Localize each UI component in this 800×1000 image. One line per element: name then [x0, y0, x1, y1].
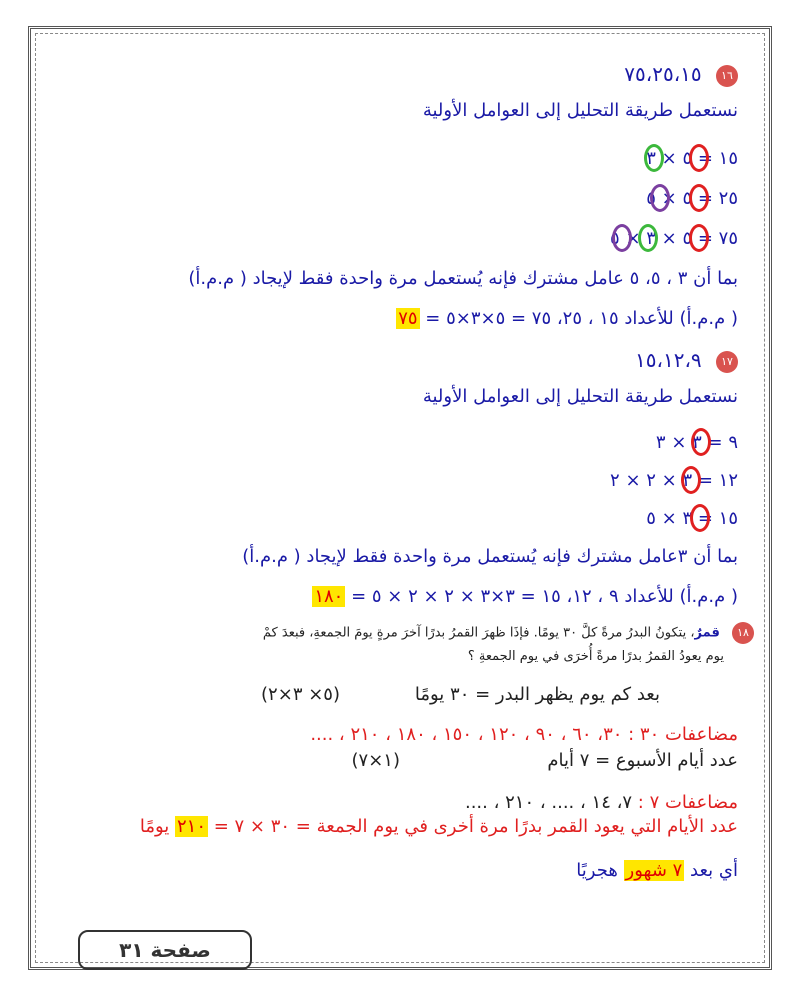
q17-result: ١٨٠: [314, 586, 344, 607]
q16-header: [624, 62, 738, 87]
q18-days-unit: يومًا: [139, 816, 175, 837]
q18-days-result: ٢١٠: [176, 816, 206, 837]
q16-note: بما أن ٣ ، ٥، ٥ عامل مشترك فإنه يُستعمل مرة واحدة فقط لإيجاد ( م.م.أ): [188, 268, 738, 289]
q17-method: نستعمل طريقة التحليل إلى العوامل الأولية: [422, 386, 738, 407]
q18-line-1: ١٨ قمرٌ، يتكونُ البدرُ مرةً كلَّ ٣٠ يومًا. فإذَا ظهرَ القمرُ بدرًا آخرَ مرةٍ يومَ الجمعةِ، فبعدَ كمْ: [263, 622, 754, 645]
q16-factor-1: ١٥ = ٥ × ٣: [646, 148, 738, 169]
q16-method: نستعمل طريقة التحليل إلى العوامل الأولية: [422, 100, 738, 121]
q18-text-2: يوم يعودُ القمرُ بدرًا مرةً أُخرَى في يوم الجمعةِ ؟: [467, 649, 724, 664]
q16-result: ٧٥: [398, 308, 418, 329]
q18-title: قمرٌ: [694, 625, 720, 641]
q18-days-text: عدد الأيام التي يعود القمر بدرًا مرة أخرى في يوم الجمعة = ٣٠ × ٧ =: [208, 816, 738, 837]
q17-result-line: [312, 586, 738, 607]
red-circle-mark: [691, 428, 711, 456]
q18-days-line: [140, 816, 738, 837]
q17-number-badge: ١٧: [716, 351, 738, 373]
mult7-values: ٧، ١٤ ، .... ، ٢١٠ ، ....: [464, 792, 633, 813]
q18-line-days-factor: (٥× ٣×٢): [261, 684, 340, 705]
q17-factor-2: ١٢ = ٣ × ٢ × ٢: [610, 470, 738, 491]
q18-final-highlight: ٧ شهور: [625, 860, 683, 881]
q16-number-badge: ١٦: [716, 65, 738, 87]
q18-final-suffix: هجريًا: [576, 860, 624, 881]
q17-note: بما أن ٣عامل مشترك فإنه يُستعمل مرة واحدة فقط لإيجاد ( م.م.أ): [242, 546, 738, 567]
red-circle-mark: [689, 224, 709, 252]
q18-final-prefix: أي بعد: [684, 860, 738, 881]
q18-number-badge: ١٨: [732, 622, 754, 644]
q16-numbers: ٧٥،٢٥،١٥: [624, 62, 702, 86]
q17-header: [635, 348, 738, 373]
q18-multiples-7: [465, 792, 738, 813]
q17-result-text: ( م.م.أ) للأعداد ٩ ، ١٢، ١٥ = ٣×٣ × ٢ × ٢ × ٥ =: [345, 586, 738, 607]
red-circle-mark: [689, 144, 709, 172]
q17-factor-1: ٩ = ٣ × ٣: [655, 432, 738, 453]
q18-week-line: عدد أيام الأسبوع = ٧ أيام: [547, 750, 738, 771]
q17-factor-3: ١٥ = ٣ × ٥: [646, 508, 738, 529]
q16-result-line: [396, 308, 738, 329]
page-number-label: صفحة ٣١: [78, 930, 252, 970]
q18-final-line: [576, 860, 738, 881]
green-circle-mark: [644, 144, 664, 172]
mult30-label: مضاعفات ٣٠ :: [622, 724, 738, 745]
q18-week-factor: (١×٧): [351, 750, 400, 771]
mult7-label: مضاعفات ٧ :: [632, 792, 738, 813]
q16-factor-2: ٢٥ = ٥ × ٥: [646, 188, 738, 209]
red-circle-mark: [689, 184, 709, 212]
q18-text-1: يتكونُ البدرُ مرةً كلَّ ٣٠ يومًا. فإذَا ظهرَ القمرُ بدرًا آخرَ مرةٍ يومَ الجمعةِ، فبعدَ كمْ: [262, 625, 687, 641]
purple-circle-mark: [612, 224, 632, 252]
q16-result-text: ( م.م.أ) للأعداد ١٥ ، ٢٥، ٧٥ = ٥×٣×٥ =: [419, 308, 738, 329]
mult30-values: ٣٠، ٦٠ ، ٩٠ ، ١٢٠ ، ١٥٠ ، ١٨٠ ، ٢١٠ ، ....: [310, 724, 623, 745]
red-circle-mark: [681, 466, 701, 494]
q18-line-days: بعد كم يوم يظهر البدر = ٣٠ يومًا: [414, 684, 660, 705]
purple-circle-mark: [650, 184, 670, 212]
green-circle-mark: [638, 224, 658, 252]
q16-factor-3: ٧٥ = ٥ × ٣ × ٥: [610, 228, 738, 249]
q17-numbers: ١٥،١٢،٩: [635, 348, 702, 372]
q18-multiples-30: [310, 724, 738, 745]
red-circle-mark: [690, 504, 710, 532]
